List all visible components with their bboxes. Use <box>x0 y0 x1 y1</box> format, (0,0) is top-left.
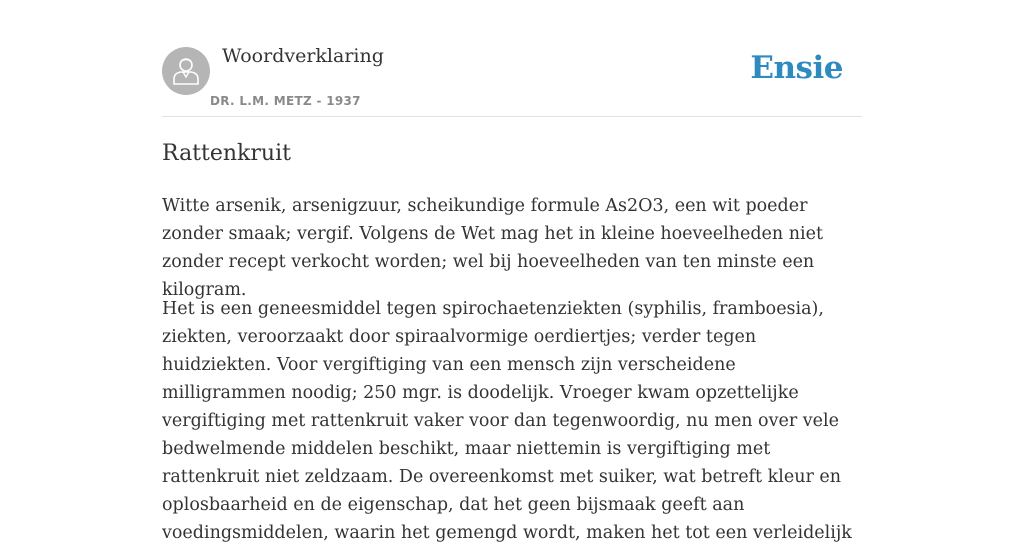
user-icon <box>172 56 200 86</box>
entry-paragraph-1: Witte arsenik, arsenigzuur, scheikundige formule As2O3, een wit poeder zonder smaak; vergif. Volgens de Wet mag het in kleine hoeveelheden niet zonder recept verkocht worden; wel bij hoeveelheden van ten minste een kilogram. <box>162 196 824 300</box>
author-label: DR. L.M. METZ - 1937 <box>210 94 361 108</box>
entry-title: Rattenkruit <box>162 141 291 166</box>
page-container <box>162 0 862 543</box>
source-title[interactable]: Woordverklaring <box>222 45 384 67</box>
entry-paragraph-2: Het is een geneesmiddel tegen spirochaetenziekten (syphilis, framboesia), ziekten, veroorzaakt door spiraalvormige oerdiertjes; verder tegen huidziekten. Voor vergiftiging van een mensch zijn verscheidene milligrammen noodig; 250 mgr. is doodelijk. Vroeger kwam opzettelijke vergiftiging met rattenkruit vaker voor dan tegenwoordig, nu men over vele bedwelmende middelen beschikt, maar niettemin is vergiftiging met rattenkruit niet zeldzaam. De overeenkomst met suiker, wat betreft kleur en oplosbaarheid en de eigenschap, dat het geen bijsmaak geeft aan voedingsmiddelen, waarin het gemengd wordt, maken het tot een verleidelijk <box>162 299 852 543</box>
brand-logo[interactable]: Ensie <box>750 50 843 86</box>
avatar[interactable] <box>162 47 210 95</box>
source-header <box>162 0 862 117</box>
